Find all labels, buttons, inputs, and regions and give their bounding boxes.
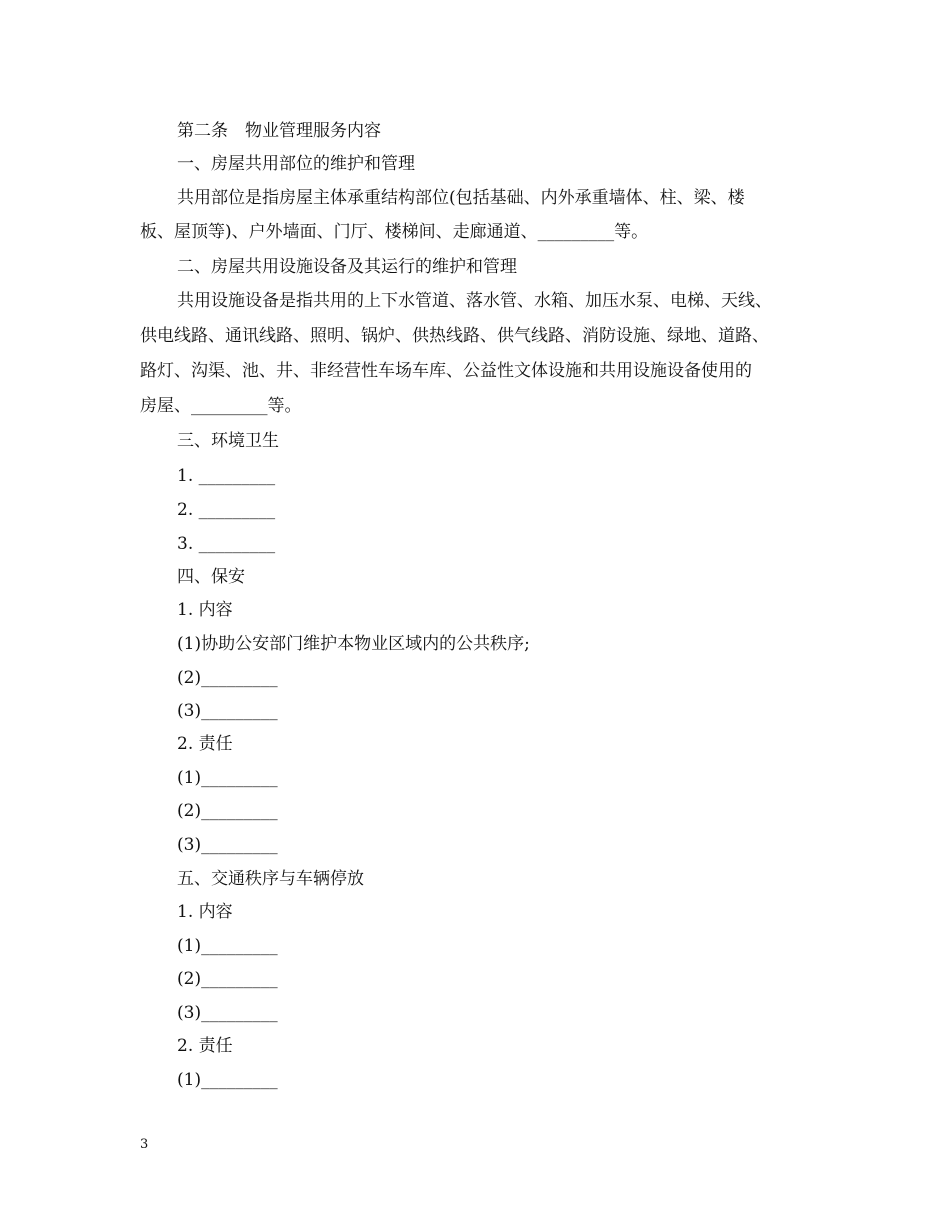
paragraph-line: 供电线路、通讯线路、照明、锅炉、供热线路、供气线路、消防设施、绿地、道路、 [140, 326, 769, 346]
paragraph-line: 路灯、沟渠、池、井、非经营性车场车库、公益性文体设施和共用设施设备使用的 [140, 361, 752, 381]
paragraph-line: 共用设施设备是指共用的上下水管道、落水管、水箱、加压水泵、电梯、天线、 [177, 291, 772, 311]
list-item: 1. 内容 [177, 600, 233, 620]
list-item: (3)_________ [177, 701, 278, 721]
list-item: (3)_________ [177, 835, 278, 855]
list-item: (3)_________ [177, 1003, 278, 1023]
list-item: (1)协助公安部门维护本物业区域内的公共秩序; [177, 634, 530, 654]
list-item: (1)_________ [177, 936, 278, 956]
list-item: 2. 责任 [177, 734, 233, 754]
list-item: 2. _________ [177, 500, 276, 520]
page-number: 3 [140, 1137, 149, 1152]
list-item: 1. _________ [177, 466, 276, 486]
paragraph-line: 板、屋顶等)、户外墙面、门厅、楼梯间、走廊通道、_________等。 [140, 222, 649, 242]
section-heading: 二、房屋共用设施设备及其运行的维护和管理 [177, 257, 517, 277]
list-item: (2)_________ [177, 801, 278, 821]
list-item: (2)_________ [177, 969, 278, 989]
paragraph-line: 共用部位是指房屋主体承重结构部位(包括基础、内外承重墙体、柱、梁、楼 [177, 188, 745, 208]
list-item: (1)_________ [177, 1070, 278, 1090]
list-item: (2)_________ [177, 668, 278, 688]
section-heading: 三、环境卫生 [177, 431, 279, 451]
section-heading: 四、保安 [177, 567, 245, 587]
article-heading: 第二条 物业管理服务内容 [177, 121, 381, 141]
section-heading: 一、房屋共用部位的维护和管理 [177, 154, 415, 174]
paragraph-line: 房屋、_________等。 [140, 396, 302, 416]
list-item: 1. 内容 [177, 902, 233, 922]
list-item: 2. 责任 [177, 1036, 233, 1056]
section-heading: 五、交通秩序与车辆停放 [177, 869, 364, 889]
list-item: 3. _________ [177, 534, 276, 554]
list-item: (1)_________ [177, 768, 278, 788]
